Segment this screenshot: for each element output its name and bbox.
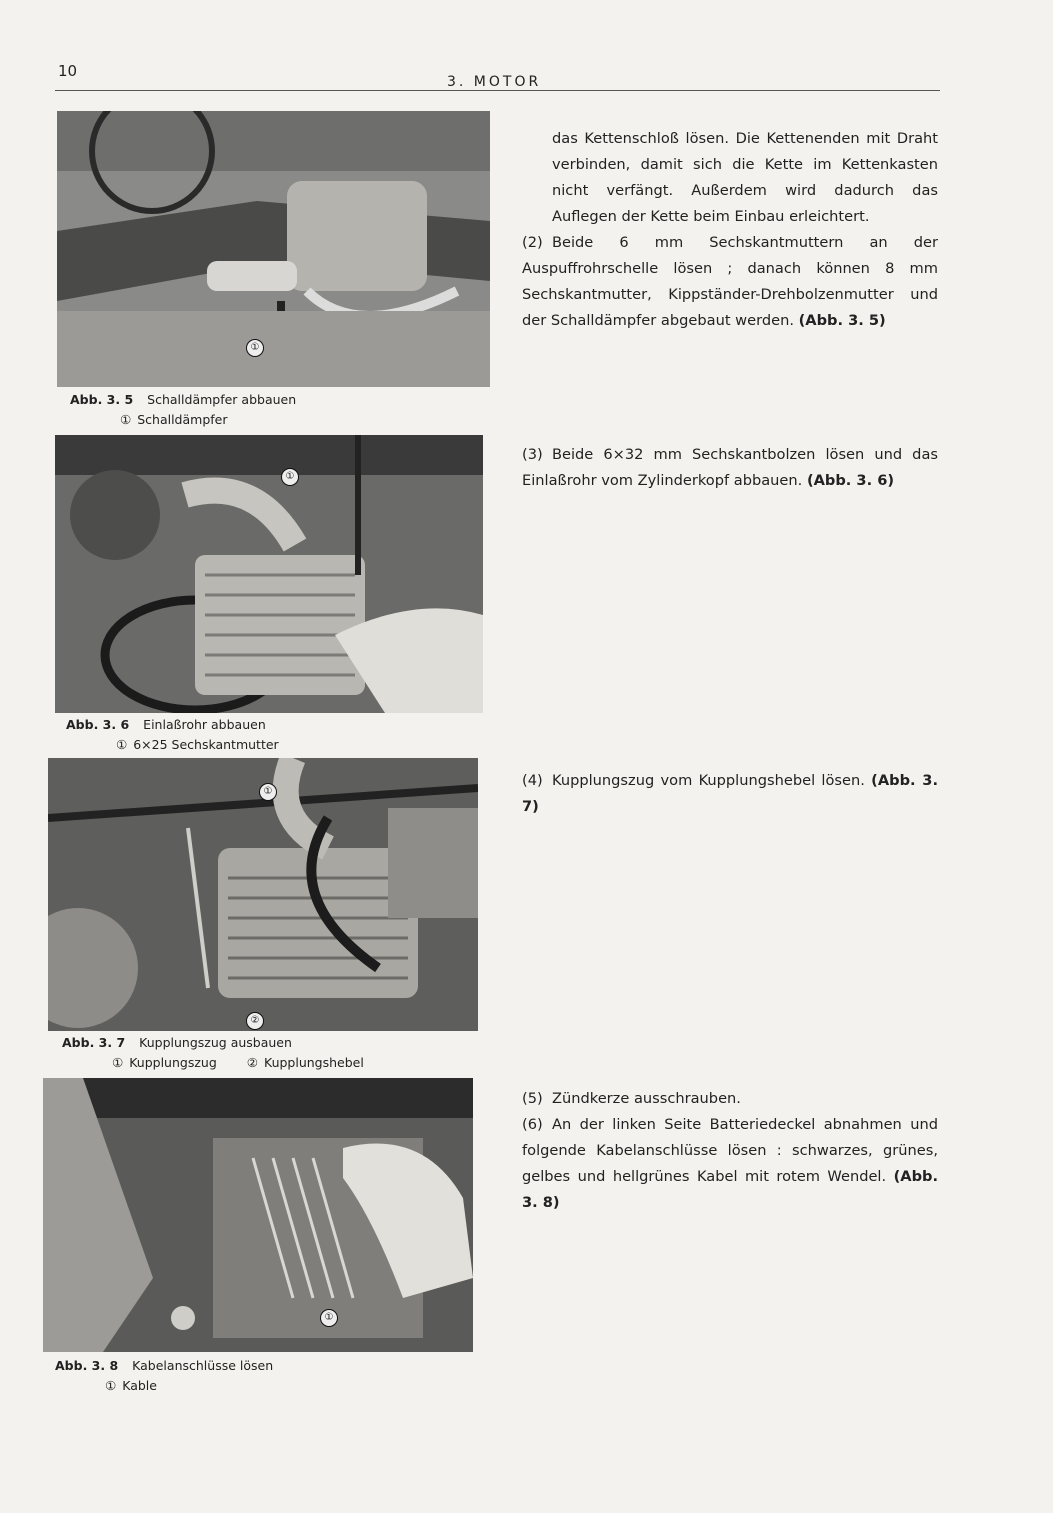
figure-caption-3-6 (66, 715, 309, 755)
figure-photo-3-8 (43, 1078, 473, 1352)
step-number: (5) (522, 1090, 543, 1107)
step-text: An der linken Seite Batteriedeckel abnahmen und folgende Kabelanschlüsse lösen : schwarzes, grünes, gelbes und hellgrünes Kabel mit rotem Wendel. (522, 1116, 938, 1185)
header-rule (55, 90, 940, 91)
page-number: 10 (58, 62, 78, 80)
step-2-paragraph (522, 230, 938, 334)
header-title: 3. MOTOR (447, 74, 542, 90)
step-4-paragraph (522, 768, 938, 820)
figure-label: Abb. 3. 7 (62, 1035, 126, 1050)
figure-reference: (Abb. 3. 6) (806, 472, 895, 489)
figure-item-number: ① (120, 412, 132, 427)
figure-caption-3-7 (62, 1033, 394, 1073)
figure-photo-3-5 (57, 111, 490, 387)
figure-title: Einlaßrohr abbauen (143, 717, 266, 732)
figure-3-7-callout-1: ① (259, 783, 277, 801)
figure-3-8-callout-1: ① (320, 1309, 338, 1327)
step-5-paragraph (522, 1086, 938, 1112)
figure-reference: (Abb. 3. 5) (798, 312, 886, 329)
step-number: (3) (522, 446, 543, 463)
figure-item-label: Schalldämpfer (137, 412, 228, 427)
figure-item-label: 6×25 Sechskantmutter (133, 737, 279, 752)
figure-item-label: Kupplungshebel (264, 1055, 364, 1070)
figure-label: Abb. 3. 6 (66, 717, 130, 732)
step-text: Zündkerze ausschrauben. (552, 1090, 741, 1107)
paragraph-chain-lock (522, 126, 938, 230)
paragraph-text: das Kettenschloß lösen. Die Kettenenden mit Draht verbinden, damit sich die Kette im Kettenkasten nicht verfängt. Außerdem wird dadurch das Auflegen der Kette beim Einbau erleichtert. (552, 130, 938, 225)
figure-caption-3-8 (55, 1356, 273, 1396)
figure-3-6-callout-1: ① (281, 468, 299, 486)
figure-title: Kabelanschlüsse lösen (132, 1358, 274, 1373)
figure-item-number: ① (112, 1055, 124, 1070)
figure-caption-3-5 (70, 390, 296, 430)
figure-reference: (Abb. 3. 8) (522, 1168, 939, 1211)
step-number: (6) (522, 1116, 543, 1133)
figure-title: Schalldämpfer abbauen (147, 392, 297, 407)
step-3-paragraph (522, 442, 938, 494)
step-text: Beide 6×32 mm Sechskantbolzen lösen und das Einlaßrohr vom Zylinderkopf abbauen. (522, 446, 938, 489)
figure-item-number: ① (105, 1378, 117, 1393)
figure-item-label: Kupplungszug (129, 1055, 217, 1070)
figure-3-5-callout-1: ① (246, 339, 264, 357)
figure-item-number: ② (246, 1055, 258, 1070)
figure-item-number: ① (116, 737, 128, 752)
figure-reference: (Abb. 3. 7) (522, 772, 938, 815)
figure-title: Kupplungszug ausbauen (139, 1035, 292, 1050)
figure-3-7-callout-2: ② (246, 1012, 264, 1030)
figure-label: Abb. 3. 5 (70, 392, 134, 407)
step-text: Kupplungszug vom Kupplungshebel lösen. (552, 772, 865, 789)
figure-item-label: Kable (122, 1378, 157, 1393)
step-6-paragraph (522, 1112, 938, 1216)
step-number: (2) (522, 234, 543, 251)
figure-label: Abb. 3. 8 (55, 1358, 119, 1373)
figure-photo-3-6 (55, 435, 483, 713)
step-number: (4) (522, 772, 543, 789)
step-text: Beide 6 mm Sechskantmuttern an der Auspuffrohrschelle lösen ; danach können 8 mm Sechskantmutter, Kippständer-Drehbolzenmutter und der Schalldämpfer abgebaut werden. (522, 234, 938, 329)
